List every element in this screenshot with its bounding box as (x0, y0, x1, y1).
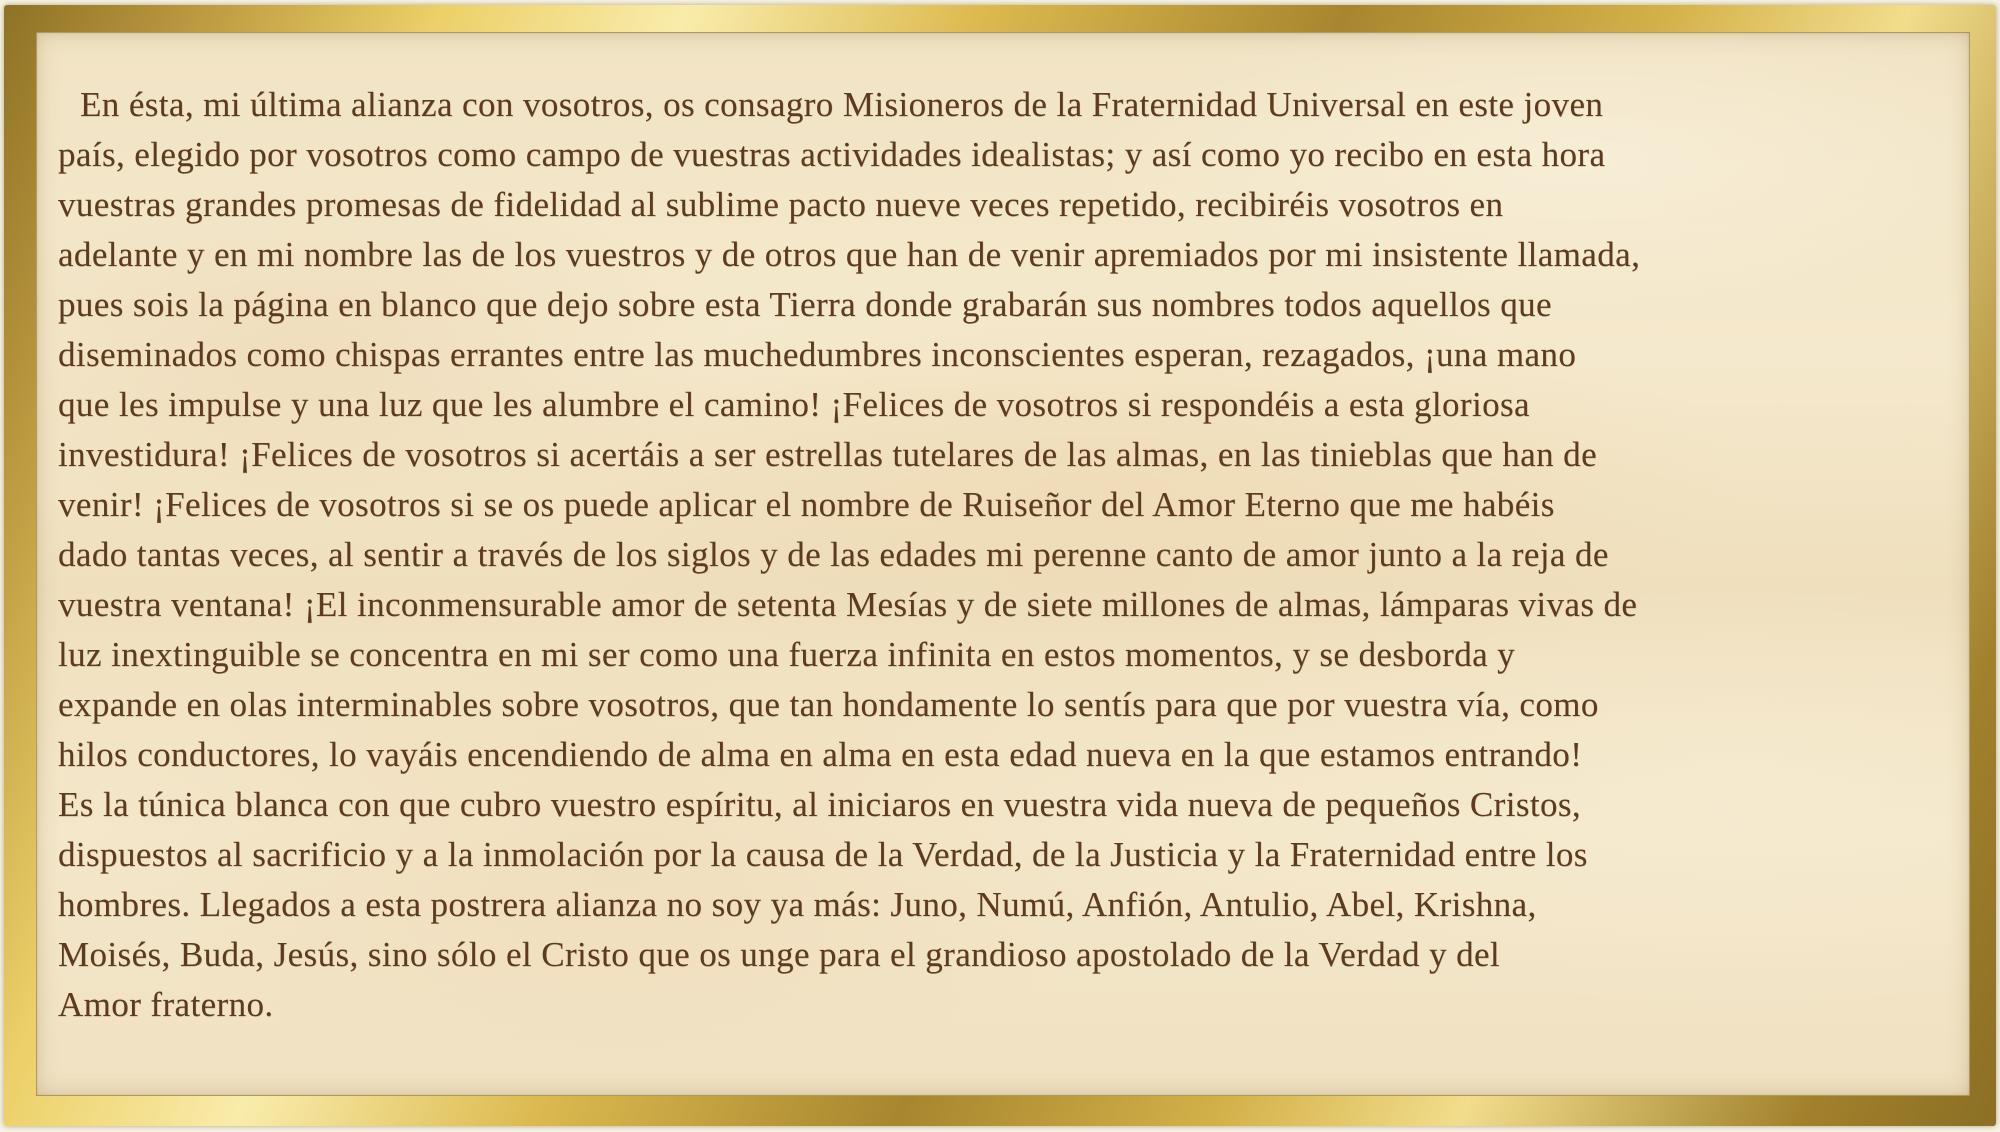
text-line: expande en olas interminables sobre vosotros, que tan hondamente lo sentís para que por vuestra vía, como (58, 685, 1599, 724)
text-line: hombres. Llegados a esta postrera alianza no soy ya más: Juno, Numú, Anfión, Antulio, Abel, Krishna, (58, 885, 1537, 924)
text-line: dado tantas veces, al sentir a través de los siglos y de las edades mi perenne canto de amor junto a la reja de (58, 535, 1609, 574)
text-line: Amor fraterno. (58, 985, 274, 1024)
text-line: vuestras grandes promesas de fidelidad al sublime pacto nueve veces repetido, recibiréis vosotros en (58, 185, 1504, 224)
text-line: venir! ¡Felices de vosotros si se os puede aplicar el nombre de Ruiseñor del Amor Eterno que me habéis (58, 485, 1555, 524)
text-line: Es la túnica blanca con que cubro vuestro espíritu, al iniciaros en vuestra vida nueva de pequeños Cristos, (58, 785, 1582, 824)
manuscript-text-block (58, 80, 1952, 1030)
text-line: diseminados como chispas errantes entre las muchedumbres inconscientes esperan, rezagados, ¡una mano (58, 335, 1577, 374)
text-line: adelante y en mi nombre las de los vuestros y de otros que han de venir apremiados por mi insistente llamada, (58, 235, 1641, 274)
text-line: país, elegido por vosotros como campo de vuestras actividades idealistas; y así como yo recibo en esta hora (58, 135, 1606, 174)
gold-frame-border (4, 5, 1996, 1126)
text-line: vuestra ventana! ¡El inconmensurable amor de setenta Mesías y de siete millones de almas, lámparas vivas de (58, 585, 1638, 624)
text-line: dispuestos al sacrificio y a la inmolación por la causa de la Verdad, de la Justicia y la Fraternidad entre los (58, 835, 1588, 874)
text-line: luz inextinguible se concentra en mi ser como una fuerza infinita en estos momentos, y se desborda y (58, 635, 1516, 674)
text-line: que les impulse y una luz que les alumbre el camino! ¡Felices de vosotros si respondéis a esta gloriosa (58, 385, 1530, 424)
text-line: hilos conductores, lo vayáis encendiendo de alma en alma en esta edad nueva en la que estamos entrando! (58, 735, 1583, 774)
text-line: Moisés, Buda, Jesús, sino sólo el Cristo que os unge para el grandioso apostolado de la Verdad y del (58, 935, 1501, 974)
parchment-sheet (36, 32, 1970, 1096)
text-line: pues sois la página en blanco que dejo sobre esta Tierra donde grabarán sus nombres todos aquellos que (58, 285, 1552, 324)
text-line: En ésta, mi última alianza con vosotros, os consagro Misioneros de la Fraternidad Universal en este joven (80, 85, 1604, 124)
text-line: investidura! ¡Felices de vosotros si acertáis a ser estrellas tutelares de las almas, en las tinieblas que han de (58, 435, 1598, 474)
